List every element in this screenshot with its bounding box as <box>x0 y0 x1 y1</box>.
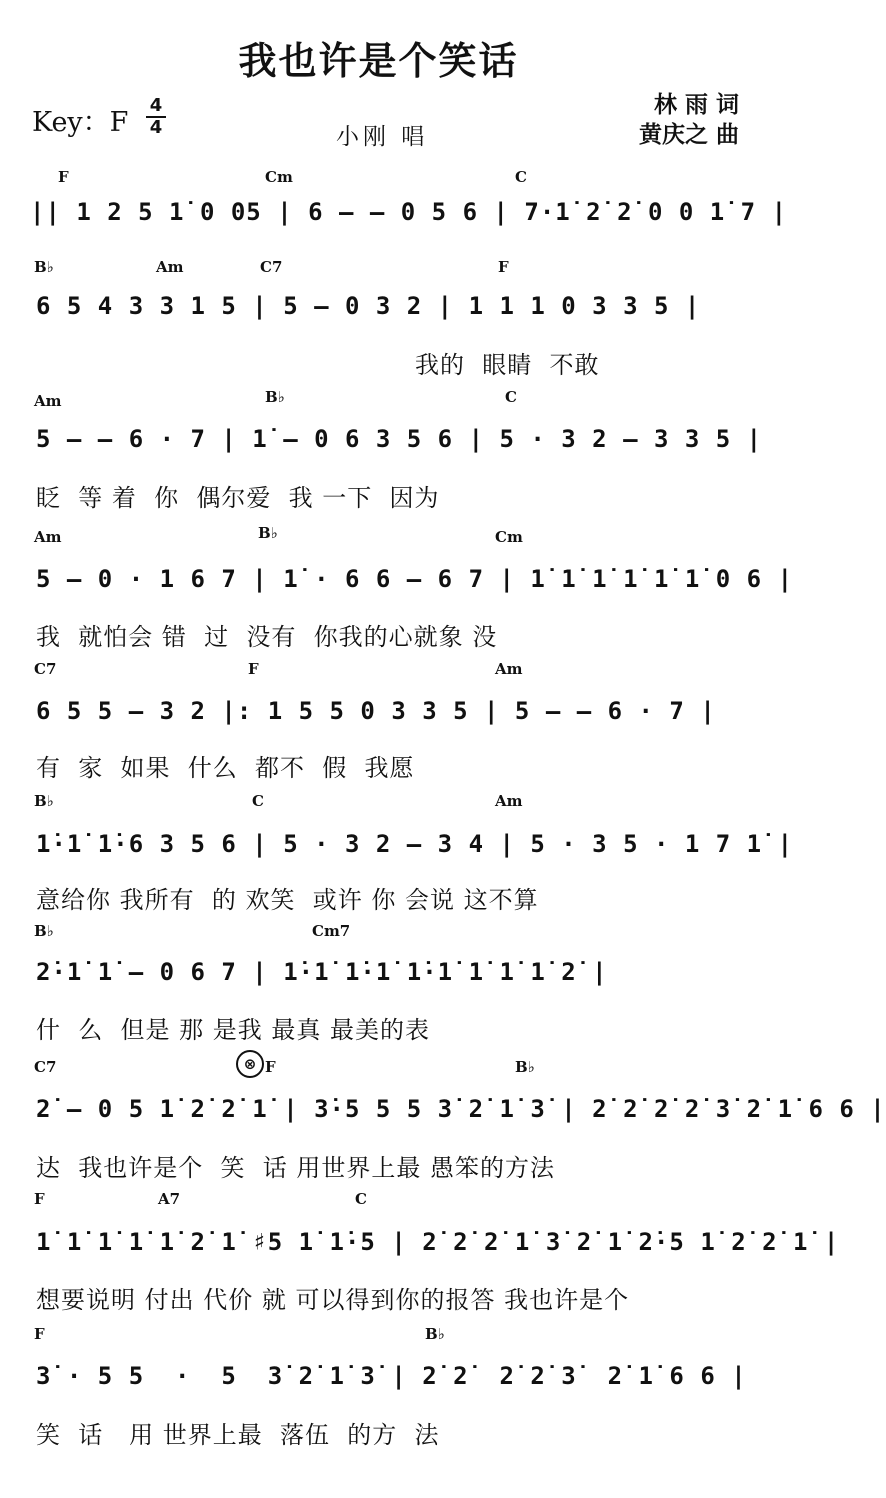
time-signature <box>146 96 166 138</box>
chord-label: F <box>248 660 259 678</box>
lyrics-line: 我的 眼睛 不敢 <box>415 351 600 379</box>
time-signature-top: 4 <box>146 96 166 118</box>
chord-label: Cm7 <box>312 922 351 940</box>
chord-label: Cm <box>495 528 523 546</box>
lyrics-line: 什 么 但是 那 是我 最真 最美的表 <box>36 1016 431 1044</box>
chord-label: C <box>515 168 527 186</box>
lyrics-line: 达 我也许是个 笑 话 用世界上最 愚笨的方法 <box>36 1154 556 1182</box>
chord-label: C7 <box>260 258 283 276</box>
chord-label: A7 <box>158 1190 181 1208</box>
notation-line: || 1 2 5 1̇ 0 05 | 6 — — 0 5 6 | 7·1̇ 2̇ 2̇ 0 0 1̇ 7 | <box>30 198 788 226</box>
lyrics-line: 眨 等 着 你 偶尔爱 我 一下 因为 <box>36 484 440 512</box>
chord-label: Cm <box>265 168 293 186</box>
chord-label: B♭ <box>34 258 54 276</box>
singer-credit: 小刚 唱 <box>336 124 429 150</box>
notation-line: 6 5 5 — 3 2 |: 1 5 5 0 3 3 5 | 5 — — 6 · 7 | <box>36 697 716 725</box>
notation-line: 2̇·1̇ 1̇ — 0 6 7 | 1̇·1̇ 1̇·1̇ 1̇·1̇ 1̇ 1̇ 1̇ 2̇ | <box>36 958 608 986</box>
chord-label: C7 <box>34 1058 57 1076</box>
chord-label: F <box>265 1058 276 1076</box>
lyrics-line: 意给你 我所有 的 欢笑 或许 你 会说 这不算 <box>36 886 539 914</box>
lyrics-line: 笑 话 用 世界上最 落伍 的方 法 <box>36 1421 440 1449</box>
notation-line: 6 5 4 3 3 1 5 | 5 — 0 3 2 | 1 1 1 0 3 3 5 | <box>36 292 701 320</box>
chord-label: C <box>505 388 517 406</box>
song-title: 我也许是个笑话 <box>238 38 519 83</box>
key-signature: Key：F <box>32 107 129 138</box>
chord-label: B♭ <box>34 792 54 810</box>
notation-line: 3̇ · 5 5 · 5 3̇ 2̇ 1̇ 3̇ | 2̇ 2̇ 2̇ 2̇ 3̇ 2̇ 1̇ 6 6 | <box>36 1362 747 1390</box>
credits <box>639 90 739 150</box>
chord-label: B♭ <box>425 1325 445 1343</box>
lyrics-line: 想要说明 付出 代价 就 可以得到你的报答 我也许是个 <box>36 1286 630 1314</box>
notation-line: 5 — — 6 · 7 | 1̇ — 0 6 3 5 6 | 5 · 3 2 — 3 3 5 | <box>36 425 763 453</box>
chord-label: B♭ <box>515 1058 535 1076</box>
chord-label: F <box>34 1190 45 1208</box>
composer-credit: 黄庆之 曲 <box>638 121 739 148</box>
chord-label: B♭ <box>258 524 278 542</box>
chord-label: B♭ <box>265 388 285 406</box>
segno-sign: ⊗ <box>236 1050 264 1078</box>
lyrics-line: 我 就怕会 错 过 没有 你我的心就象 没 <box>36 623 498 651</box>
chord-label: C <box>252 792 264 810</box>
notation-line: 2̇ — 0 5 1̇ 2̇ 2̇ 1̇ | 3̇·5 5 5 3̇ 2̇ 1̇ 3̇ | 2̇ 2̇ 2̇ 2̇ 3̇ 2̇ 1̇ 6 6 | <box>36 1095 886 1123</box>
notation-line: 1̇ 1̇ 1̇ 1̇ 1̇ 2̇ 1̇ ♯5 1̇ 1̇·5 | 2̇ 2̇ 2̇ 1̇ 3̇ 2̇ 1̇ 2̇·5 1̇ 2̇ 2̇ 1̇ | <box>36 1228 840 1256</box>
chord-label: F <box>498 258 509 276</box>
chord-label: C7 <box>34 660 57 678</box>
chord-label: Am <box>495 660 523 678</box>
time-signature-bottom: 4 <box>149 117 163 138</box>
lyrics-line: 有 家 如果 什么 都不 假 我愿 <box>36 754 415 782</box>
chord-label: C <box>355 1190 367 1208</box>
lyricist-credit: 林 雨 词 <box>653 91 739 118</box>
chord-label: F <box>58 168 69 186</box>
notation-line: 1̇·1̇ 1̇·6 3 5 6 | 5 · 3 2 — 3 4 | 5 · 3 5 · 1 7 1̇ | <box>36 830 794 858</box>
chord-label: Am <box>495 792 523 810</box>
chord-label: Am <box>156 258 184 276</box>
chord-label: B♭ <box>34 922 54 940</box>
chord-label: Am <box>34 392 62 410</box>
chord-label: F <box>34 1325 45 1343</box>
chord-label: Am <box>34 528 62 546</box>
notation-line: 5 — 0 · 1 6 7 | 1̇ · 6 6 — 6 7 | 1̇ 1̇ 1̇ 1̇ 1̇ 1̇ 0 6 | <box>36 565 794 593</box>
